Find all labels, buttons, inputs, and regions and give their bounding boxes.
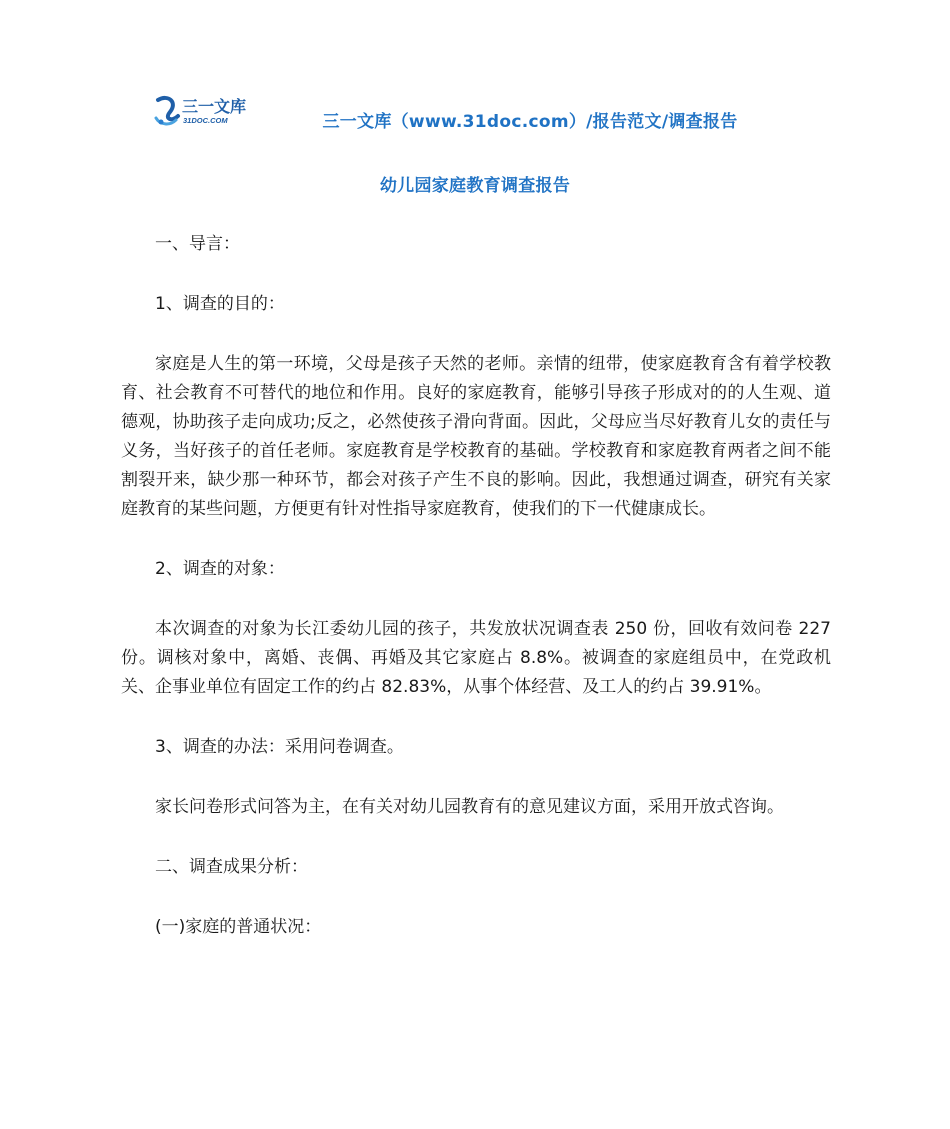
- document-body: [121, 230, 831, 973]
- paragraph-subjects: 本次调查的对象为长江委幼儿园的孩子，共发放状况调查表 250 份，回收有效问卷 227 份。调核对象中，离婚、丧偶、再婚及其它家庭占 8.8%。被调查的家庭组员中，在党政机关、企事业单位有固定工作的约占 82.83%，从事个体经营、及工人的约占 39.91%。: [121, 619, 831, 697]
- paragraph-method: 家长问卷形式问答为主，在有关对幼儿园教育有的意见建议方面，采用开放式咨询。: [155, 797, 784, 817]
- section-heading-analysis: 二、调查成果分析：: [155, 857, 308, 877]
- logo-en-text: 31DOC.COM: [183, 116, 228, 125]
- subsection-heading-subjects: 2、调查的对象：: [155, 559, 285, 579]
- subsection-heading-purpose: 1、调查的目的：: [155, 294, 285, 314]
- paragraph-purpose: 家庭是人生的第一环境，父母是孩子天然的老师。亲情的纽带，使家庭教育含有着学校教育、社会教育不可替代的地位和作用。良好的家庭教育，能够引导孩子形成对的的人生观、道德观，协助孩子走向成功;反之，必然使孩子滑向背面。因此，父母应当尽好教育儿女的责任与义务，当好孩子的首任老师。家庭教育是学校教育的基础。学校教育和家庭教育两者之间不能割裂开来，缺少那一种环节，都会对孩子产生不良的影响。因此，我想通过调查，研究有关家庭教育的某些问题，方便更有针对性指导家庭教育，使我们的下一代健康成长。: [121, 354, 831, 519]
- logo-cn-text: 三一文库: [182, 99, 247, 116]
- document-title: 幼儿园家庭教育调查报告: [379, 176, 571, 196]
- header-breadcrumb-link[interactable]: 三一文库（www.31doc.com）/报告范文/调查报告: [322, 112, 738, 132]
- subsection-heading-method: 3、调查的办法：采用问卷调查。: [155, 737, 404, 757]
- subsection-heading-family-status: (一)家庭的普通状况：: [155, 917, 322, 937]
- section-heading-intro: 一、导言：: [155, 234, 240, 254]
